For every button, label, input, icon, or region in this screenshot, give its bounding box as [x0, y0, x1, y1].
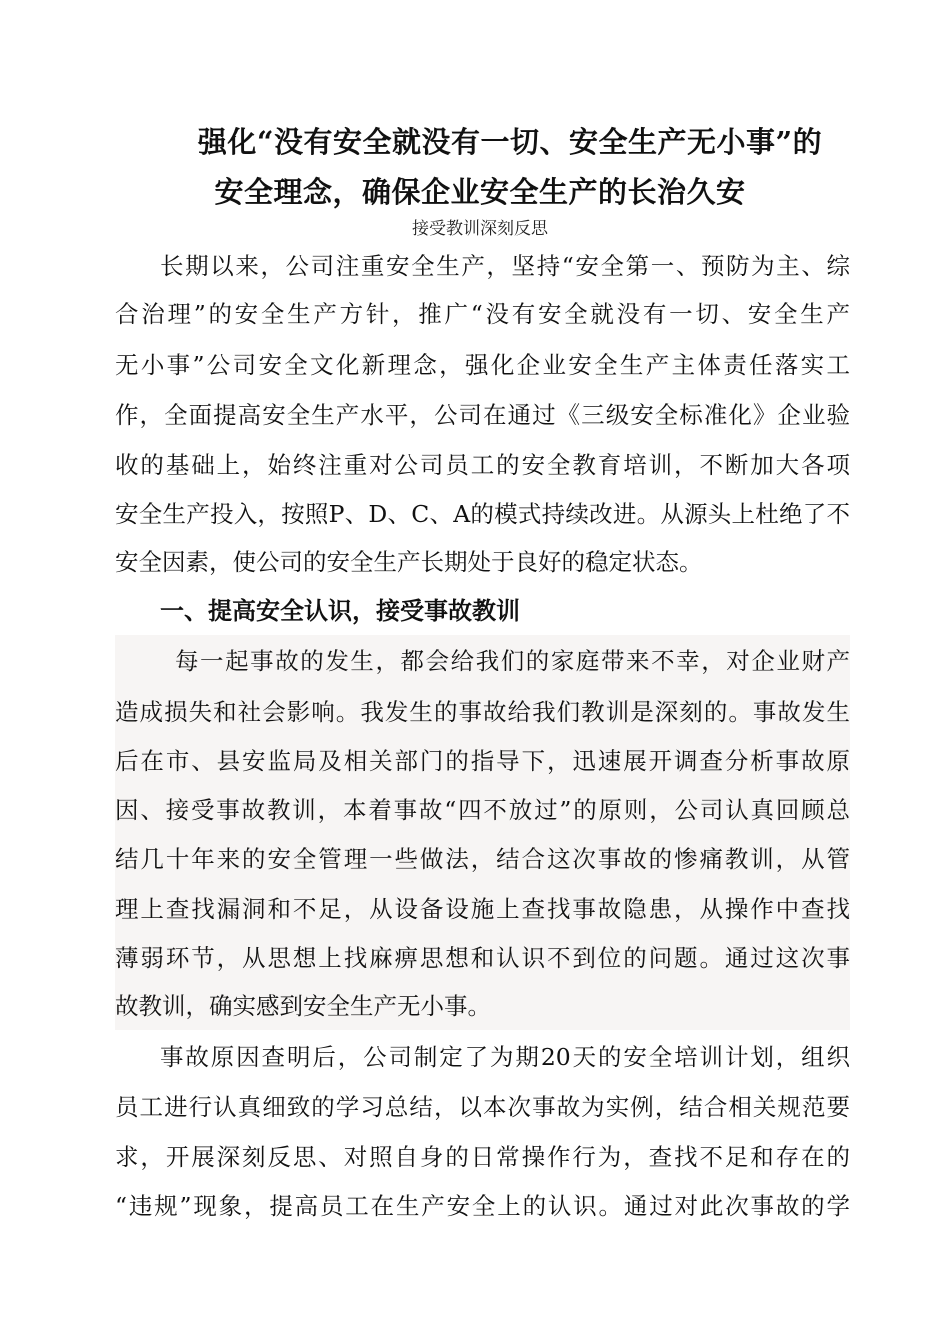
section-heading: 一、提高安全认识，接受事故教训 [160, 597, 520, 625]
intro-line: 长期以来，公司注重安全生产，坚持“安全第一、预防为主、综 [160, 252, 850, 280]
document-subtitle: 接受教训深刻反思 [412, 219, 548, 239]
section1-line: 薄弱环节，从思想上找麻痹思想和认识不到位的问题。通过这次事 [115, 944, 850, 972]
document-title-line-1: 强化“没有安全就没有一切、安全生产无小事”的 [197, 125, 823, 159]
intro-line: 作，全面提高安全生产水平，公司在通过《三级安全标准化》企业验 [115, 401, 850, 429]
intro-line: 安全生产投入，按照P、D、C、A的模式持续改进。从源头上杜绝了不 [115, 500, 850, 528]
section1-line: 理上查找漏洞和不足，从设备设施上查找事故隐患，从操作中查找 [115, 895, 850, 923]
intro-line: 无小事”公司安全文化新理念，强化企业安全生产主体责任落实工 [115, 351, 850, 379]
section1-line: 后在市、县安监局及相关部门的指导下，迅速展开调查分析事故原 [115, 747, 850, 775]
section2-line: “违规”现象，提高员工在生产安全上的认识。通过对此次事故的学 [115, 1192, 850, 1220]
section1-line: 结几十年来的安全管理一些做法，结合这次事故的惨痛教训，从管 [115, 845, 850, 873]
section1-line: 故教训，确实感到安全生产无小事。 [115, 992, 491, 1020]
document-title-line-2: 安全理念，确保企业安全生产的长治久安 [214, 175, 746, 209]
section2-line: 求，开展深刻反思、对照自身的日常操作行为，查找不足和存在的 [115, 1143, 850, 1171]
section2-line: 事故原因查明后，公司制定了为期20天的安全培训计划，组织 [160, 1043, 850, 1071]
intro-line: 收的基础上，始终注重对公司员工的安全教育培训，不断加大各项 [115, 451, 850, 479]
section1-line: 造成损失和社会影响。我发生的事故给我们教训是深刻的。事故发生 [115, 698, 850, 726]
intro-line: 合治理”的安全生产方针，推广“没有安全就没有一切、安全生产 [115, 300, 850, 328]
section2-line: 员工进行认真细致的学习总结，以本次事故为实例，结合相关规范要 [115, 1093, 850, 1121]
intro-line: 安全因素，使公司的安全生产长期处于良好的稳定状态。 [115, 548, 703, 576]
section1-line: 因、接受事故教训，本着事故“四不放过”的原则，公司认真回顾总 [115, 796, 850, 824]
section1-line: 每一起事故的发生，都会给我们的家庭带来不幸，对企业财产 [175, 647, 850, 675]
